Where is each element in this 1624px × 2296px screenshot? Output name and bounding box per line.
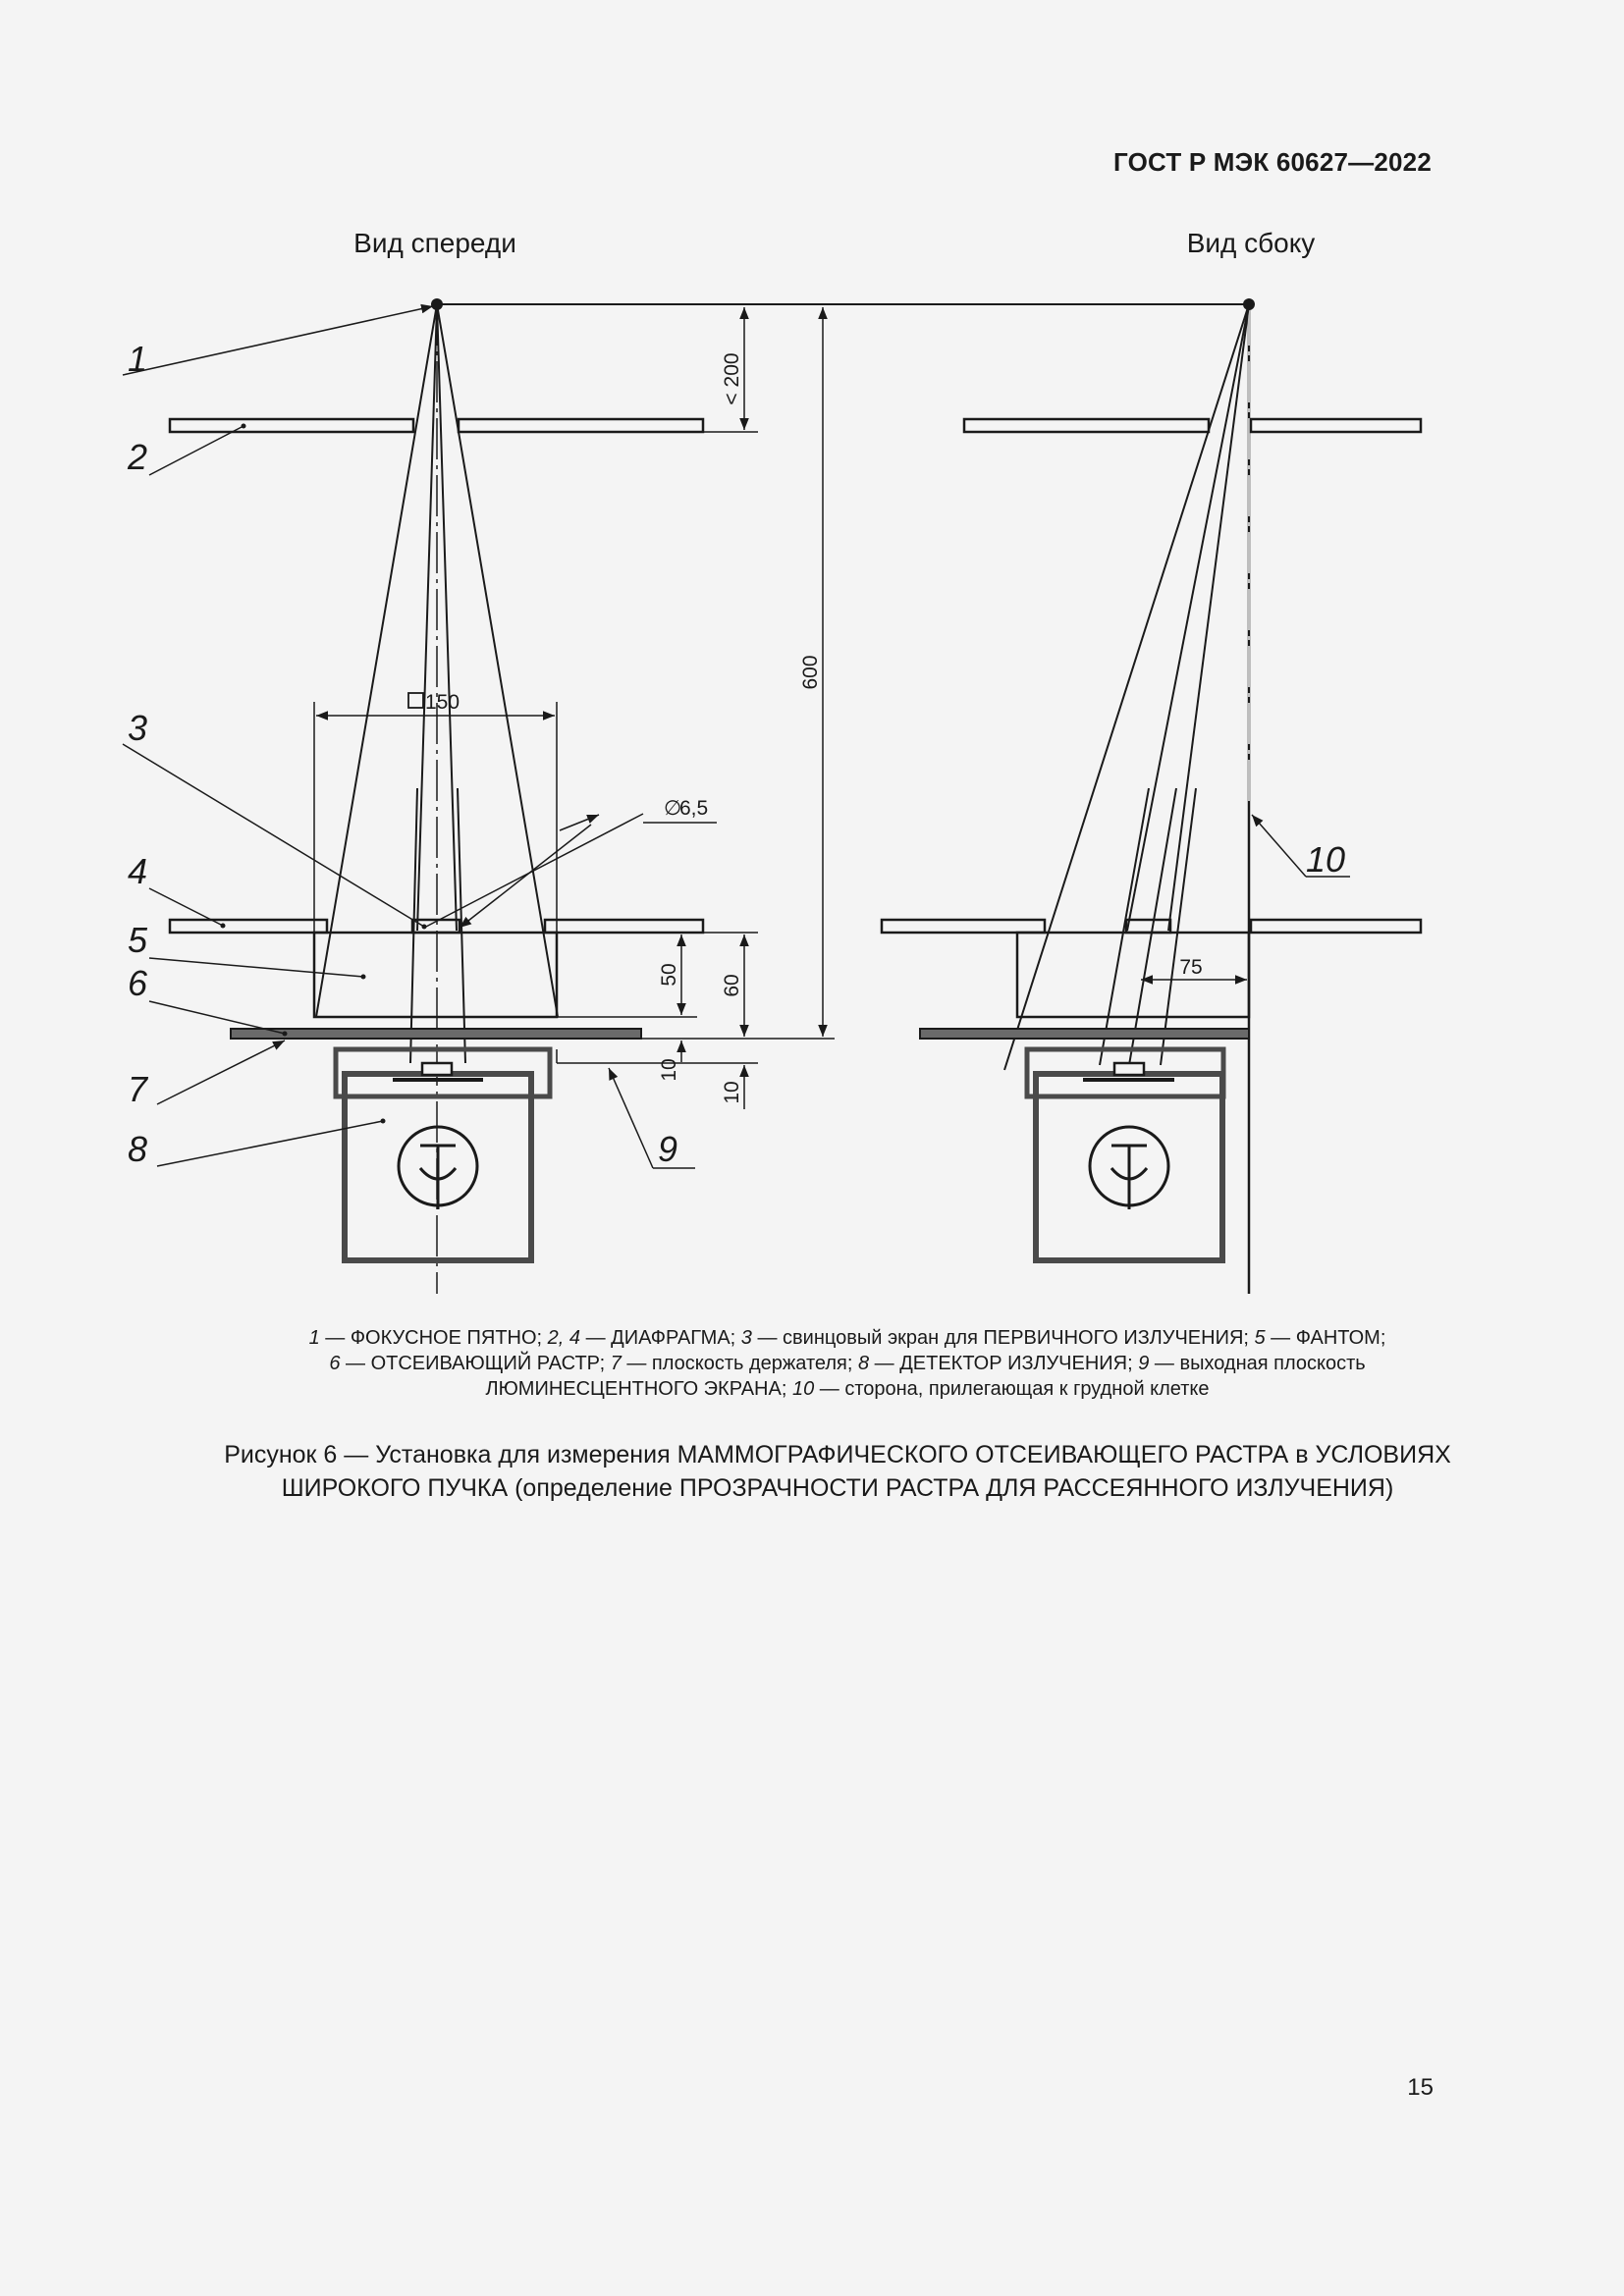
page-number: 15 xyxy=(1407,2074,1434,2101)
legend-text: — выходная плоскость xyxy=(1149,1353,1366,1374)
callout-1: 1 xyxy=(128,339,148,379)
dim-10-upper-label: 10 xyxy=(658,1058,680,1082)
side-diaphragm-top-left xyxy=(964,419,1209,432)
leader-3 xyxy=(123,744,424,927)
leader-6 xyxy=(149,1001,285,1034)
leader-7 xyxy=(157,1041,285,1104)
callout-9: 9 xyxy=(658,1129,678,1169)
legend-num: 7 xyxy=(610,1353,622,1374)
dia-leader-1 xyxy=(424,814,643,928)
leader-10 xyxy=(1252,815,1306,877)
side-channel-3 xyxy=(1161,788,1196,1065)
front-phantom xyxy=(314,933,557,1017)
front-focal-spot xyxy=(431,298,443,310)
side-narrow-beam-2 xyxy=(1168,304,1249,931)
marker-5 xyxy=(361,975,366,980)
legend-text: — свинцовый экран для ПЕРВИЧНОГО ИЗЛУЧЕНИЯ; xyxy=(751,1327,1255,1349)
caption-line-1: Рисунок 6 — Установка для измерения МАММОГРАФИЧЕСКОГО ОТСЕИВАЮЩЕГО РАСТРА в УСЛОВИЯХ xyxy=(224,1441,1451,1468)
side-channel-1 xyxy=(1100,788,1149,1065)
side-anti-scatter-grid xyxy=(920,1029,1249,1039)
side-phantom xyxy=(1017,933,1249,1017)
legend-text: — ОТСЕИВАЮЩИЙ РАСТР; xyxy=(340,1353,611,1374)
legend-text: — ФАНТОМ; xyxy=(1265,1327,1386,1349)
legend-num: 5 xyxy=(1254,1327,1266,1349)
legend-text: — сторона, прилегающая к грудной клетке xyxy=(814,1378,1210,1400)
side-view-title: Вид сбоку xyxy=(1186,228,1316,258)
front-diaphragm-lower-right xyxy=(545,920,703,933)
callout-8: 8 xyxy=(128,1129,148,1169)
marker-3 xyxy=(422,925,427,930)
dim-60-label: 60 xyxy=(721,974,743,997)
legend-line-3 xyxy=(137,1376,1557,1402)
dim-150-label: 150 xyxy=(425,691,460,714)
square-symbol xyxy=(408,693,423,708)
callout-6: 6 xyxy=(128,963,148,1003)
marker-4 xyxy=(221,924,226,929)
dim-6-5-label: 6,5 xyxy=(679,797,709,820)
callout-7: 7 xyxy=(128,1069,148,1109)
legend-num: 1 xyxy=(308,1327,320,1349)
dim-10-lower-label: 10 xyxy=(721,1081,743,1104)
dim-600-label: 600 xyxy=(799,655,822,690)
leader-5 xyxy=(149,958,363,977)
legend-num: 2, 4 xyxy=(547,1327,581,1349)
front-diaphragm-lower-left xyxy=(170,920,327,933)
marker-8 xyxy=(381,1119,386,1124)
callout-4: 4 xyxy=(128,851,148,891)
side-detector-window xyxy=(1114,1063,1144,1075)
legend-line-1 xyxy=(137,1325,1557,1351)
standard-number: ГОСТ Р МЭК 60627—2022 xyxy=(1112,147,1432,177)
dim-50-label: 50 xyxy=(658,963,680,987)
legend-line-2 xyxy=(137,1351,1557,1376)
callout-2: 2 xyxy=(128,437,148,477)
side-diaphragm-lower-right xyxy=(1251,920,1421,933)
figure-caption xyxy=(118,1438,1557,1505)
diameter-symbol: ∅ xyxy=(664,797,682,820)
callout-5: 5 xyxy=(128,920,148,960)
dia-leader-2 xyxy=(460,825,591,928)
legend-num: 8 xyxy=(858,1353,870,1374)
legend-text: ЛЮМИНЕСЦЕНТНОГО ЭКРАНА; xyxy=(485,1378,792,1400)
side-focal-spot xyxy=(1243,298,1255,310)
side-lead-screen xyxy=(1126,920,1170,933)
dim-75-label: 75 xyxy=(1179,956,1203,979)
legend-num: 3 xyxy=(740,1327,752,1349)
legend-text: — плоскость держателя; xyxy=(621,1353,858,1374)
legend-num: 9 xyxy=(1138,1353,1150,1374)
leader-2 xyxy=(149,426,244,475)
legend-text: — ДИАФРАГМА; xyxy=(580,1327,741,1349)
legend-num: 6 xyxy=(329,1353,341,1374)
callout-10: 10 xyxy=(1306,839,1346,880)
figure-legend xyxy=(137,1325,1557,1402)
side-diaphragm-lower-left xyxy=(882,920,1045,933)
leader-1 xyxy=(123,306,433,375)
callout-3: 3 xyxy=(128,708,148,748)
legend-text: — ФОКУСНОЕ ПЯТНО; xyxy=(319,1327,548,1349)
legend-text: — ДЕТЕКТОР ИЗЛУЧЕНИЯ; xyxy=(869,1353,1139,1374)
front-anti-scatter-grid xyxy=(231,1029,641,1039)
front-diaphragm-top-right xyxy=(459,419,703,432)
dia-ref-line xyxy=(560,815,599,830)
side-narrow-beam-1 xyxy=(1127,304,1249,931)
front-view-title: Вид спереди xyxy=(353,228,516,258)
front-diaphragm-top-left xyxy=(170,419,413,432)
dim-200-label: < 200 xyxy=(721,352,743,405)
front-detector-window xyxy=(422,1063,452,1075)
leader-8 xyxy=(157,1121,383,1166)
leader-9 xyxy=(609,1068,653,1168)
legend-num: 10 xyxy=(791,1378,815,1400)
side-diaphragm-top-right xyxy=(1251,419,1421,432)
marker-6 xyxy=(283,1032,288,1037)
marker-2 xyxy=(242,424,246,429)
caption-line-2: ШИРОКОГО ПУЧКА (определение ПРОЗРАЧНОСТИ РАСТРА ДЛЯ РАССЕЯННОГО ИЗЛУЧЕНИЯ) xyxy=(281,1474,1394,1502)
